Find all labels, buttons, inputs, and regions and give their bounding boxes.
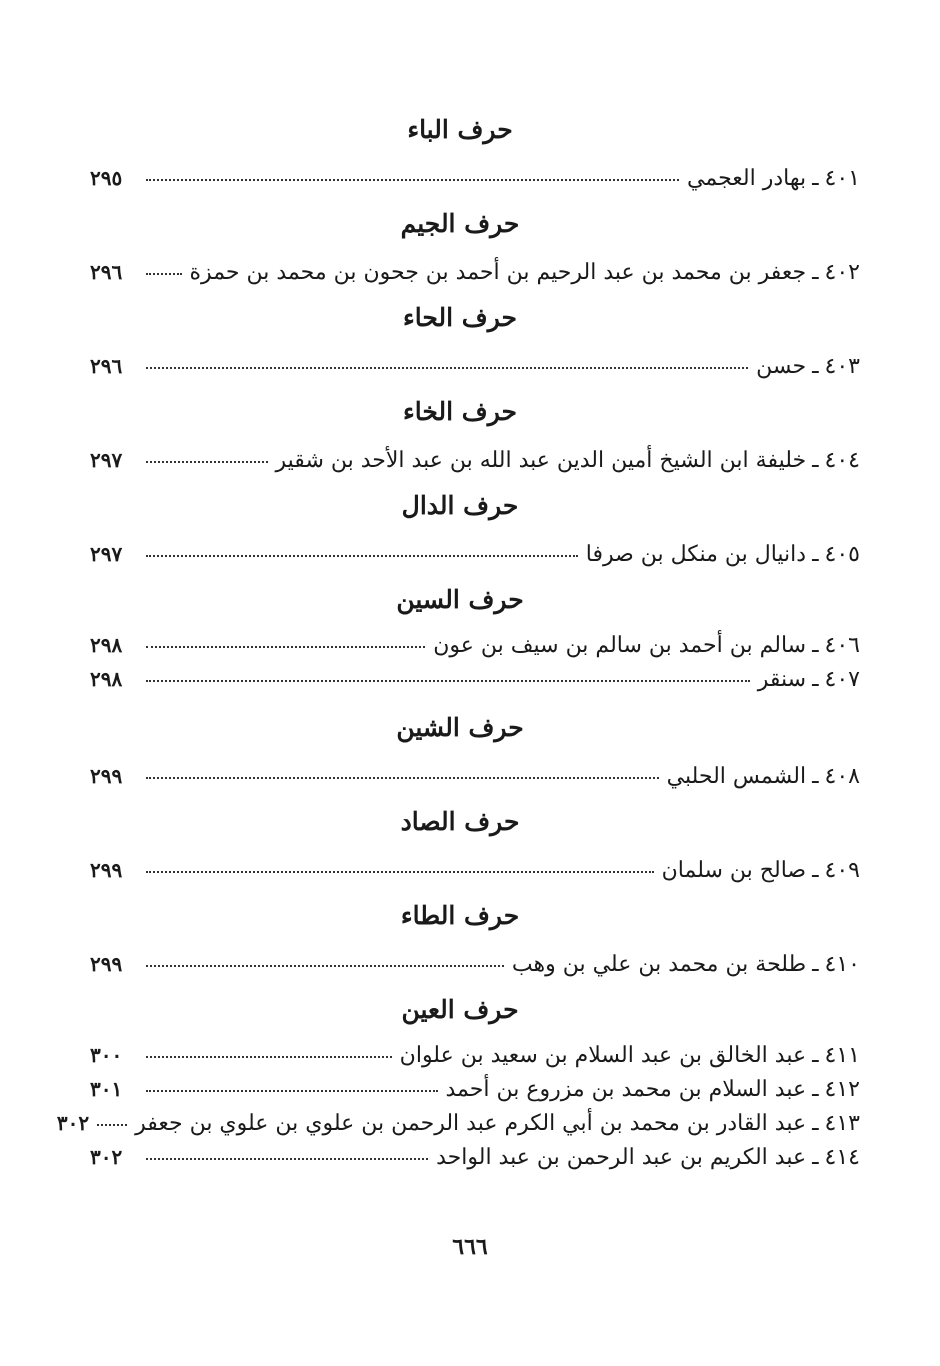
- section-heading: حرف العين: [401, 995, 519, 1024]
- entry-separator: ـ: [812, 166, 819, 191]
- index-list: [56, 112, 860, 1174]
- entry-name: سنقر: [757, 667, 807, 692]
- index-entry: [56, 1106, 860, 1140]
- entry-number: ٤١٢: [824, 1077, 860, 1102]
- entry-number: ٤٠٢: [824, 260, 860, 285]
- entry-name: عبد السلام بن محمد بن مزروع بن أحمد: [445, 1077, 807, 1102]
- entry-number: ٤٠٩: [824, 858, 860, 883]
- entry-separator: ـ: [812, 354, 819, 379]
- entry-name: طلحة بن محمد بن علي بن وهب: [511, 952, 807, 977]
- entry-page: ٢٩٩: [90, 764, 123, 788]
- dot-leader: [146, 965, 504, 967]
- index-entry: [90, 756, 860, 796]
- section-heading: حرف الجيم: [400, 209, 520, 238]
- entry-page: ٢٩٨: [90, 633, 123, 657]
- dot-leader: [146, 461, 268, 463]
- entry-number: ٤١٠: [824, 952, 860, 977]
- entry-page: ٢٩٨: [90, 667, 123, 691]
- index-entry: [90, 440, 860, 480]
- section-khaa: [90, 394, 860, 480]
- entry-number: ٤٠٧: [824, 667, 860, 692]
- dot-leader: [146, 367, 748, 369]
- entry-page: ٢٩٩: [90, 952, 123, 976]
- entry-page: ٢٩٦: [90, 260, 123, 284]
- dot-leader: [146, 273, 182, 275]
- entry-number: ٤٠٣: [824, 354, 860, 379]
- index-entry: [90, 1038, 860, 1072]
- section-heading: حرف الطاء: [400, 901, 520, 930]
- entry-page: ٢٩٦: [90, 354, 123, 378]
- dot-leader: [146, 646, 425, 648]
- index-entry: [90, 1140, 860, 1174]
- section-seen: [90, 582, 860, 696]
- entry-separator: ـ: [812, 633, 819, 658]
- section-saad: [90, 804, 860, 890]
- entry-separator: ـ: [812, 1077, 819, 1102]
- entry-page: ٣٠٢: [90, 1145, 123, 1169]
- entry-number: ٤٠٦: [824, 633, 860, 658]
- index-entry: [90, 346, 860, 386]
- entry-name: جعفر بن محمد بن عبد الرحيم بن أحمد بن جحون بن محمد بن حمزة: [189, 260, 807, 285]
- dot-leader: [146, 777, 659, 779]
- section-haa: [90, 300, 860, 386]
- section-dal: [90, 488, 860, 574]
- entry-page: ٢٩٥: [90, 166, 123, 190]
- entry-separator: ـ: [812, 260, 819, 285]
- entry-page: ٣٠٠: [90, 1043, 123, 1067]
- entry-separator: ـ: [812, 667, 819, 692]
- section-heading: حرف الخاء: [403, 397, 517, 426]
- entry-separator: ـ: [812, 764, 819, 789]
- section-baa: [90, 112, 860, 198]
- entry-name: دانيال بن منكل بن صرفا: [585, 542, 807, 567]
- index-entry: [90, 662, 860, 696]
- dot-leader: [146, 1158, 428, 1160]
- entry-separator: ـ: [812, 542, 819, 567]
- entry-name: عبد الكريم بن عبد الرحمن بن عبد الواحد: [436, 1145, 807, 1170]
- entry-number: ٤٠٥: [824, 542, 860, 567]
- entry-name: سالم بن أحمد بن سالم بن سيف بن عون: [433, 633, 807, 658]
- entry-page: ٣٠١: [90, 1077, 123, 1101]
- section-heading: حرف الشين: [396, 713, 524, 742]
- entry-number: ٤١٤: [824, 1145, 860, 1170]
- entry-page: ٢٩٧: [90, 542, 123, 566]
- entry-separator: ـ: [812, 952, 819, 977]
- dot-leader: [97, 1124, 127, 1126]
- entry-page: ٢٩٧: [90, 448, 123, 472]
- entry-name: خليفة ابن الشيخ أمين الدين عبد الله بن عبد الأحد بن شقير: [275, 448, 807, 473]
- entry-number: ٤١٣: [824, 1111, 860, 1136]
- entry-name: صالح بن سلمان: [661, 858, 807, 883]
- dot-leader: [146, 1090, 438, 1092]
- index-entry: [90, 252, 860, 292]
- section-heading: حرف الصاد: [400, 807, 520, 836]
- entry-name: عبد القادر بن محمد بن أبي الكرم عبد الرحمن بن علوي بن علوي بن جعفر: [135, 1111, 807, 1136]
- entry-separator: ـ: [812, 1145, 819, 1170]
- entry-separator: ـ: [812, 858, 819, 883]
- section-jeem: [90, 206, 860, 292]
- entry-name: الشمس الحلبي: [666, 764, 807, 789]
- entry-name: بهادر العجمي: [687, 166, 807, 191]
- entry-page: ٣٠٢: [56, 1111, 90, 1135]
- section-heading: حرف السين: [396, 585, 524, 614]
- index-entry: [90, 1072, 860, 1106]
- entry-number: ٤٠٤: [824, 448, 860, 473]
- section-heading: حرف الحاء: [403, 303, 517, 332]
- entry-number: ٤٠١: [824, 166, 860, 191]
- dot-leader: [146, 680, 750, 682]
- entry-number: ٤٠٨: [824, 764, 860, 789]
- index-entry: [90, 944, 860, 984]
- entry-page: ٢٩٩: [90, 858, 123, 882]
- entry-separator: ـ: [812, 1043, 819, 1068]
- dot-leader: [146, 179, 679, 181]
- index-entry: [90, 534, 860, 574]
- section-heading: حرف الباء: [407, 115, 513, 144]
- entry-number: ٤١١: [824, 1043, 860, 1068]
- section-ayn: [56, 992, 860, 1174]
- dot-leader: [146, 555, 578, 557]
- section-heading: حرف الدال: [401, 491, 519, 520]
- page-number: ٦٦٦: [452, 1234, 488, 1260]
- index-entry: [90, 158, 860, 198]
- section-taa: [90, 898, 860, 984]
- entry-name: عبد الخالق بن عبد السلام بن سعيد بن علوان: [399, 1043, 807, 1068]
- dot-leader: [146, 871, 654, 873]
- entry-name: حسن: [756, 354, 807, 379]
- index-entry: [90, 850, 860, 890]
- dot-leader: [146, 1056, 392, 1058]
- index-entry: [90, 628, 860, 662]
- entry-separator: ـ: [812, 448, 819, 473]
- section-sheen: [90, 710, 860, 796]
- entry-separator: ـ: [812, 1111, 819, 1136]
